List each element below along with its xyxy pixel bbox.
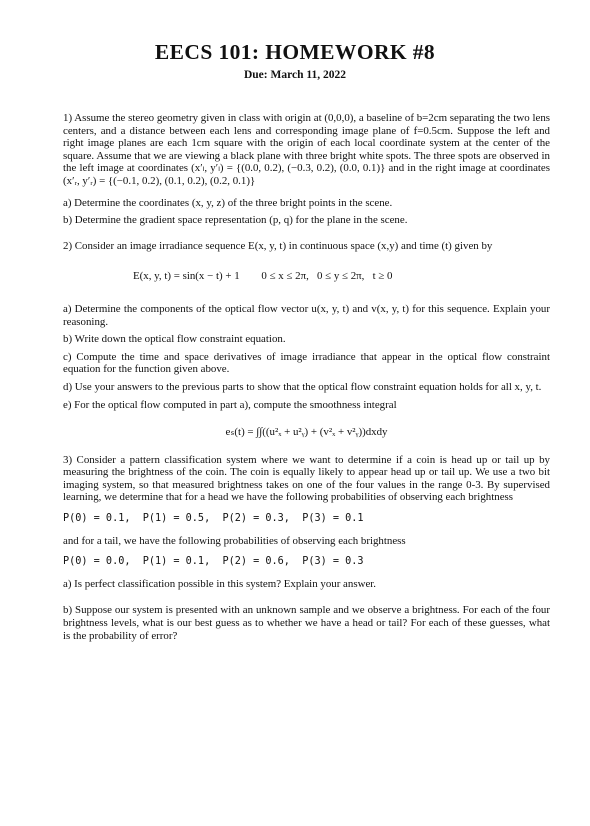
problem-2e: e) For the optical flow computed in part a), compute the smoothness integral (63, 398, 397, 411)
problem-3b: b) Suppose our system is presented with an unknown sample and we observe a brightness. For each of the four brightness levels, what is our best guess as to whether we have a head or tail? For each of these guesses, what is the probability of error? (63, 604, 550, 642)
due-date: Due: March 11, 2022 (243, 69, 346, 81)
tail-intro: and for a tail, we have the following probabilities of observing each brightness (63, 534, 406, 547)
problem-2c: c) Compute the time and space derivatives of image irradiance that appear in the optical flow constraint equation for the function given above. (63, 350, 550, 376)
irradiance-equation: E(x, y, t) = sin(x − t) + 1 0 ≤ x ≤ 2π, 0 ≤ y ≤ 2π, t ≥ 0 (133, 270, 393, 283)
head-probabilities: P(0) = 0.1, P(1) = 0.5, P(2) = 0.3, P(3) = 0.1 (63, 513, 364, 525)
problem-3a: a) Is perfect classification possible in this system? Explain your answer. (63, 577, 377, 590)
page-title: EECS 101: HOMEWORK #8 (154, 40, 436, 64)
problem-2-intro: 2) Consider an image irradiance sequence E(x, y, t) in continuous space (x,y) and time (t) given by (63, 239, 493, 252)
problem-1b: b) Determine the gradient space representation (p, q) for the plane in the scene. (63, 214, 408, 227)
document-body (63, 112, 550, 642)
problem-2d: d) Use your answers to the previous parts to show that the optical flow constraint equation holds for all x, y, t. (63, 380, 542, 393)
problem-3-intro: 3) Consider a pattern classification system where we want to determine if a coin is head up or tail up by measuring the brightness of the coin. The coin is equally likely to appear head up or tail up. We use a two bit imaging system, so that measured brightness takes on one of the four values in the range 0-3. By supervised learning, we determine that for a head we have the following probabilities of observing each brightness (63, 453, 550, 504)
smoothness-integral: eₛ(t) = ∫∫((u²ₓ + u²ᵧ) + (v²ₓ + v²ᵧ))dxdy (225, 426, 388, 439)
problem-2a: a) Determine the components of the optical flow vector u(x, y, t) and v(x, y, t) for this sequence. Explain your reasoning. (63, 302, 550, 328)
problem-2b: b) Write down the optical flow constraint equation. (63, 333, 286, 346)
problem-1-intro: 1) Assume the stereo geometry given in class with origin at (0,0,0), a baseline of b=2cm separating the two lens centers, and a distance between each lens and corresponding image plane of f=0.5cm. Suppose the left and right image planes are each 1cm square with the origin of each local coordinate system at the center of the square. Assume that we are viewing a black plane with three bright white spots. The three spots are observed in the left image at coordinates (x′ₗ, y′ₗ) = {(0.0, 0.2), (−0.3, 0.2), (0.0, 0.1)} and in the right image at coordinates (x′ᵣ, y′ᵣ) = {(−0.1, 0.2), (0.1, 0.2), (0.2, 0.1)} (63, 112, 550, 187)
tail-probabilities: P(0) = 0.0, P(1) = 0.1, P(2) = 0.6, P(3) = 0.3 (63, 556, 364, 568)
problem-1a: a) Determine the coordinates (x, y, z) of the three bright points in the scene. (63, 196, 393, 209)
